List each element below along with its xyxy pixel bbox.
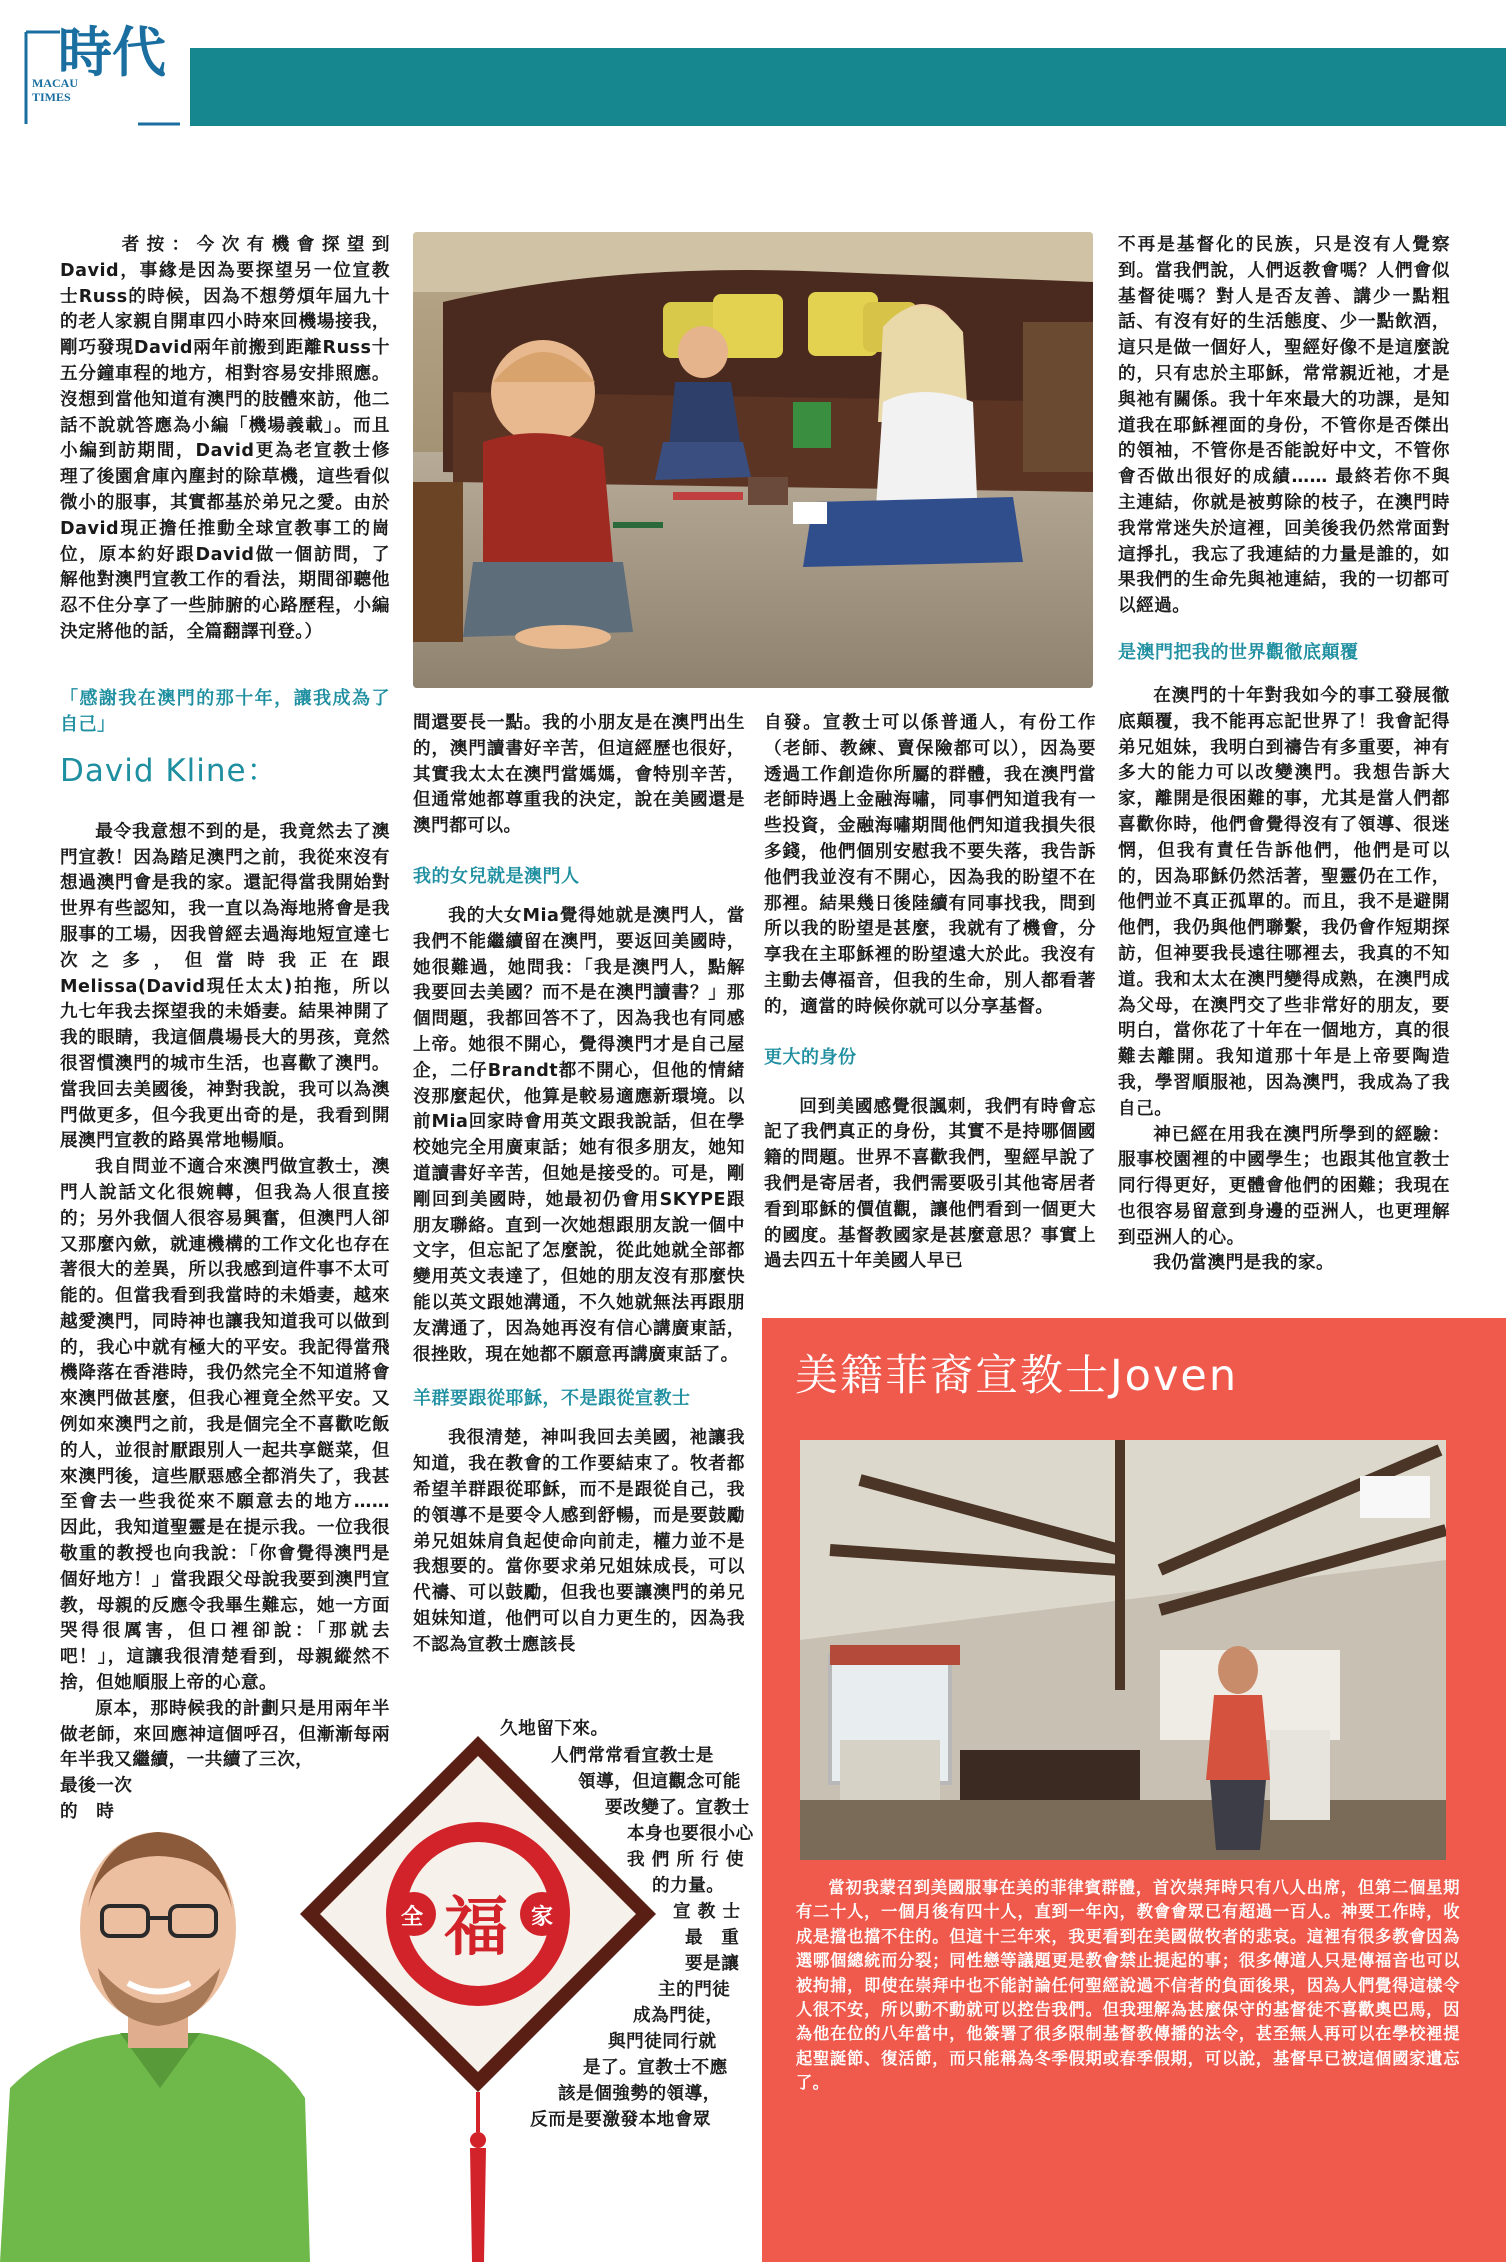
wrap-line-10: 要是讓: [685, 1954, 740, 1974]
wrap-line-6: 我 們 所 行 使: [627, 1850, 744, 1870]
logo-sub-bottom: TIMES: [32, 90, 71, 104]
masthead-bar: [190, 48, 1506, 126]
fortune-character: 福: [444, 1890, 508, 1965]
col1-paragraph-3: 原本，那時候我的計劃只是用兩年半做老師，來回應神這個呼召，但漸漸每兩年半我又繼續，一共續了三次，: [60, 1698, 390, 1771]
col1-paragraph-1: 最令我意想不到的是，我竟然去了澳門宣教！因為踏足澳門之前，我從來沒有想過澳門會是我的家。還記得當我開始對世界有些認知，我一直以為海地將會是我服事的工場，因我曾經去過海地短宣達七次之多，但當時我正在跟Melissa(David現任太太)拍拖，所以九七年我去探望我的未婚妻。結果神開了我的眼睛，我這個農場長大的男孩，竟然很習慣澳門的城市生活，也喜歡了澳門。當我回去美國後，神對我說，我可以為澳門做更多，但今我更出奇的是，我看到開展澳門宣教的路異常地暢順。: [60, 821, 390, 1152]
wrap-line-7: 的力量。: [652, 1876, 725, 1896]
col3-paragraph-1: 回到美國感覺很諷刺，我們有時會忘記了我們真正的身份，其實不是持哪個國籍的問題。世界不喜歡我們，聖經早說了我們是寄居者，我們需要吸引其他寄居者看到耶穌的價值觀，讓他們看到一個更大的國度。基督教國家是甚麼意思？事實上過去四五十年美國人早已: [764, 1096, 1096, 1272]
wrap-line-16: 反而是要激發本地會眾: [530, 2110, 711, 2130]
wrap-line-11: 主的門徒: [658, 1980, 731, 2000]
wrap-line-15: 該是個強勢的領導，: [558, 2084, 721, 2104]
col4-paragraph-0: 不再是基督化的民族，只是沒有人覺察到。當我們說，人們返教會嗎？人們會似基督徒嗎？對人是否友善、講少一點粗話、有沒有好的生活態度、少一點飲酒，這只是做一個好人，聖經好像不是這麼說的，只有忠於主耶穌，常常親近祂，才是與祂有關係。我十年來最大的功課，是知道我在耶穌裡面的身份，不管你是否傑出的領袖，不管你是否能說好中文，不管你會否做出很好的成績…… 最終若你不與主連結，你就是被剪除的枝子，在澳門時我常常迷失於這裡，回美後我仍然常面對這掙扎，我忘了我連結的力量是誰的，如果我們的生命先與祂連結，我的一切都可以經過。: [1118, 235, 1450, 617]
fortune-left-character: 全: [401, 1905, 424, 1930]
attic-room-photo: [800, 1440, 1446, 1860]
joven-panel-text: [796, 1876, 1460, 2096]
editor-note: 者按：今次有機會探望到David，事緣是因為要探望另一位宣教士Russ的時候，因為不想勞煩年屆九十的老人家親自開車四小時來回機場接我，剛巧發現David兩年前搬到距離Russ十五分鐘車程的地方，相對容易安排照應。沒想到當他知道有澳門的肢體來訪，他二話不說就答應為小編「機場義載」。而且小編到訪期間，David更為老宣教士修理了後園倉庫內塵封的除草機，這些看似微小的服事，其實都基於弟兄之愛。由於David現正擔任推動全球宣教事工的崗位，原本約好跟David做一個訪問，了解他對澳門宣教工作的看法，期間卻聽他忍不住分享了一些肺腑的心路歷程，小編決定將他的話，全篇翻譯刊登。）: [60, 235, 390, 642]
wrap-line-12: 成為門徒，: [633, 2006, 724, 2026]
wrap-line-5: 本身也要很小心: [627, 1824, 754, 1844]
column-1: [60, 233, 390, 1826]
fortune-right-character: 家: [531, 1905, 554, 1930]
wrap-line-1: 久地留下來。: [500, 1719, 609, 1739]
col4-paragraph-1: 在澳門的十年對我如今的事工發展徹底顛覆，我不能再忘記世界了！我會記得弟兄姐妹，我明白到禱告有多重要，神有多大的能力可以改變澳門。我想告訴大家，離開是很困難的事，尤其是當人們都喜歡你時，他們會覺得沒有了領導、很迷惘，但我有責任告訴他們，他們是可以的，因為耶穌仍然活著，聖靈仍在工作，他們並不真正孤單的。而且，我不是避開他們，我仍與他們聯繫，我仍會作短期探訪，但神要我長遠往哪裡去，我真的不知道。我和太太在澳門變得成熟，在澳門成為父母，在澳門交了些非常好的朋友，要明白，當你花了十年在一個地方，真的很難去離開。我知道那十年是上帝要陶造我，學習順服祂，因為澳門，我成為了我自己。: [1118, 685, 1450, 1119]
col1-paragraph-3b: 最後一次: [60, 1776, 133, 1797]
logo-main-text: 時代: [58, 20, 166, 84]
david-kline-portrait: [0, 1788, 310, 2262]
column-2: [413, 711, 745, 1659]
children-playing-photo: [413, 232, 1093, 688]
logo-sub-top: MACAU: [32, 76, 78, 90]
wrap-line-14: 是了。宣教士不應: [583, 2058, 728, 2078]
col3-heading-1: 更大的身份: [764, 1046, 857, 1068]
col2-heading-2: 羊群要跟從耶穌，不是跟從宣教士: [413, 1388, 691, 1410]
joven-panel-paragraph: 當初我蒙召到美國服事在美的菲律賓群體，首次崇拜時只有八人出席，但第二個星期有二十人，一個月後有四十人，直到一年內，教會會眾已有超過一百人。神要工作時，收成是擋也擋不住的。但這十三年來，我更看到在美國做牧者的悲哀。這裡有很多教會因為選哪個總統而分裂；同性戀等議題更是教會禁止提起的事；很多傳道人只是傳福音也可以被拘捕，即使在崇拜中也不能討論任何聖經說過不信者的負面後果，因為人們覺得這樣令人很不安，所以動不動就可以控告我們。但我理解為甚麼保守的基督徒不喜歡奧巴馬，因為他在位的八年當中，他簽署了很多限制基督教傳播的法令，甚至無人再可以在學校裡提起聖誕節、復活節，而只能稱為冬季假期或春季假期，可以說，基督早已被這個國家遺忘了。: [796, 1878, 1460, 2093]
wrap-line-9: 最 重: [685, 1928, 740, 1948]
col3-paragraph-0: 自發。宣教士可以係普通人，有份工作（老師、教練、賣保險都可以），因為要透過工作創造你所屬的群體，我在澳門當老師時遇上金融海嘯，同事們知道我有一些投資，金融海嘯期間他們知道我損失很多錢，他們個別安慰我不要失落，我告訴他們我並沒有不開心，因為我的盼望不在那裡。結果幾日後陸續有同事找我，問到所以我的盼望是甚麼，我就有了機會，分享我在主耶穌裡的盼望遠大於此。我沒有主動去傳福音，但我的生命，別人都看著的，適當的時候你就可以分享基督。: [764, 713, 1096, 1017]
wrap-line-2: 人們常常看宣教士是: [551, 1746, 714, 1766]
col1-paragraph-3c: 的 時: [60, 1802, 115, 1823]
wrap-line-8: 宣 教 士: [673, 1902, 741, 1922]
col4-paragraph-3: 我仍當澳門是我的家。: [1153, 1253, 1335, 1274]
col2-heading-1: 我的女兒就是澳門人: [413, 865, 580, 887]
wrap-line-4: 要改變了。宣教士: [605, 1798, 750, 1818]
wrap-line-3: 領導，但這觀念可能: [578, 1772, 741, 1792]
col4-heading-1: 是澳門把我的世界觀徹底顛覆: [1118, 641, 1359, 663]
col4-paragraph-2: 神已經在用我在澳門所學到的經驗：服事校園裡的中國學生；也跟其他宣教士同行得更好，更體會他們的困難；我現在也很容易留意到身邊的亞洲人，也更理解到亞洲人的心。: [1118, 1124, 1450, 1248]
col2-paragraph-1: 我的大女Mia覺得她就是澳門人，當我們不能繼續留在澳門，要返回美國時，她很難過，她問我：「我是澳門人，點解我要回去美國？而不是在澳門讀書？」那個問題，我都回答不了，因為我也有同感上帝。她很不開心，覺得澳門才是自己屋企，二仔Brandt都不開心，但他的情緒沒那麼起伏，他算是較易適應新環境。以前Mia回家時會用英文跟我說話，但在學校她完全用廣東話；她有很多朋友，她知道讀書好辛苦，但她是接受的。可是，剛剛回到美國時，她最初仍會用SKYPE跟朋友聯絡。直到一次她想跟朋友說一個中文字，但忘記了怎麼說，從此她就全部都變用英文表達了，但她的朋友沒有那麼快能以英文跟她溝通，不久她就無法再跟朋友溝通了，因為她再沒有信心講廣東話，很挫敗，現在她都不願意再講廣東話了。: [413, 905, 745, 1365]
fortune-diamond-decoration: [288, 1722, 668, 2262]
joven-panel-title: 美籍菲裔宣教士Joven: [795, 1351, 1239, 1401]
col2-paragraph-0: 間還要長一點。我的小朋友是在澳門出生的，澳門讀書好辛苦，但這經歷也很好，其實我太太在澳門當媽媽，會特別辛苦，但通常她都尊重我的決定，說在美國還是澳門都可以。: [413, 713, 745, 837]
interviewee-name: David Kline：: [60, 752, 279, 789]
column-4: [1118, 233, 1450, 1277]
logo-sub: [32, 76, 78, 104]
wrap-line-13: 與門徒同行就: [608, 2032, 717, 2052]
macau-times-logo: [20, 16, 190, 136]
col1-paragraph-2: 我自問並不適合來澳門做宣教士，澳門人說話文化很婉轉，但我為人很直接的；另外我個人很容易興奮，但澳門人卻又那麼內歛，就連機構的工作文化也存在著很大的差異，所以我感到這件事不太可能的。但當我看到我當時的未婚妻，越來越愛澳門，同時神也讓我知道我可以做到的，我心中就有極大的平安。我記得當飛機降落在香港時，我仍然完全不知道將會來澳門做甚麼，但我心裡竟全然平安。又例如來澳門之前，我是個完全不喜歡吃飯的人，並很討厭跟別人一起共享餸菜，但來澳門後，這些厭惡感全都消失了，我甚至會去一些我從來不願意去的地方…… 因此，我知道聖靈是在提示我。一位我很敬重的教授也向我說：「你會覺得澳門是個好地方！」當我跟父母說我要到澳門宣教，母親的反應令我畢生難忘，她一方面哭得很厲害，但口裡卻說：「那就去吧！」，這讓我很清楚看到，母親縱然不捨，但她順服上帝的心意。: [60, 1157, 390, 1694]
col2-paragraph-2: 我很清楚，神叫我回去美國，祂讓我知道，我在教會的工作要結束了。牧者都希望羊群跟從耶穌，而不是跟從自己，我的領導不是要令人感到舒暢，而是要鼓勵弟兄姐妹肩負起使命向前走，權力並不是我想要的。當你要求弟兄姐妹成長，可以代禱、可以鼓勵，但我也要讓澳門的弟兄姐妹知道，他們可以自力更生的，因為我不認為宣教士應該長: [413, 1428, 745, 1655]
article-heading: 「感謝我在澳門的那十年，讓我成為了自己」: [60, 687, 390, 735]
column-3: [764, 711, 1096, 1275]
